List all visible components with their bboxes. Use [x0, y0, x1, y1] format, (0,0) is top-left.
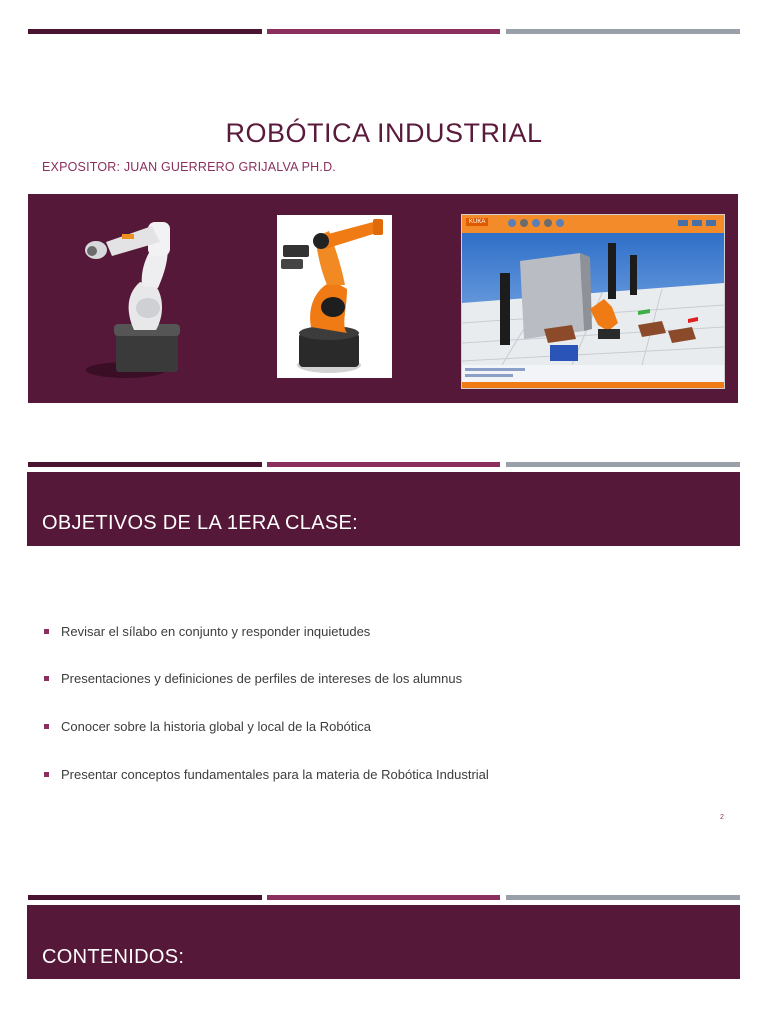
objectives-heading: OBJETIVOS DE LA 1ERA CLASE: — [42, 512, 359, 534]
top-stripe-gray — [506, 29, 740, 34]
list-item — [44, 719, 371, 734]
stripe-gray-3 — [506, 895, 740, 900]
sim-toolbar — [462, 215, 724, 233]
sim-status-panel — [462, 365, 724, 382]
list-item-text: Presentar conceptos fundamentales para la materia de Robótica Industrial — [61, 767, 489, 782]
list-item — [44, 624, 370, 639]
bullet-icon — [44, 724, 49, 729]
bullet-icon — [44, 772, 49, 777]
stripe-dark-3 — [28, 895, 262, 900]
list-item-text: Conocer sobre la historia global y local de la Robótica — [61, 719, 372, 734]
page-number: 2 — [720, 814, 724, 821]
contents-heading: CONTENIDOS: — [42, 946, 185, 968]
stripe-plum-3 — [267, 895, 500, 900]
stripe-dark-2 — [28, 462, 262, 467]
stripe-gray-2 — [506, 462, 740, 467]
robot-arm-orange-icon — [277, 215, 392, 378]
sim-logo: KUKA — [466, 218, 488, 226]
robot-arm-orange-card — [277, 215, 392, 378]
bullet-icon — [44, 676, 49, 681]
list-item-text: Presentaciones y definiciones de perfiles de intereses de los alumnus — [61, 671, 463, 686]
sim-scene — [462, 233, 724, 365]
objectives-header-band — [27, 472, 740, 546]
sim-bottom-bar — [462, 382, 724, 388]
bullet-icon — [44, 629, 49, 634]
top-stripe-dark — [28, 29, 262, 34]
list-item — [44, 671, 462, 686]
robot-arm-white-icon — [56, 212, 196, 382]
sim-window-icons — [676, 217, 720, 231]
contents-header-band — [27, 905, 740, 979]
image-banner — [28, 194, 738, 403]
list-item — [44, 767, 489, 782]
sim-toolbar-icons — [506, 217, 566, 231]
list-item-text: Revisar el sílabo en conjunto y responder inquietudes — [61, 624, 371, 639]
slide-title: ROBÓTICA INDUSTRIAL — [225, 118, 543, 148]
robot-simulation-screenshot — [461, 214, 725, 389]
slide-subtitle: EXPOSITOR: JUAN GUERRERO GRIJALVA PH.D. — [42, 160, 336, 174]
top-stripe-plum — [267, 29, 500, 34]
stripe-plum-2 — [267, 462, 500, 467]
